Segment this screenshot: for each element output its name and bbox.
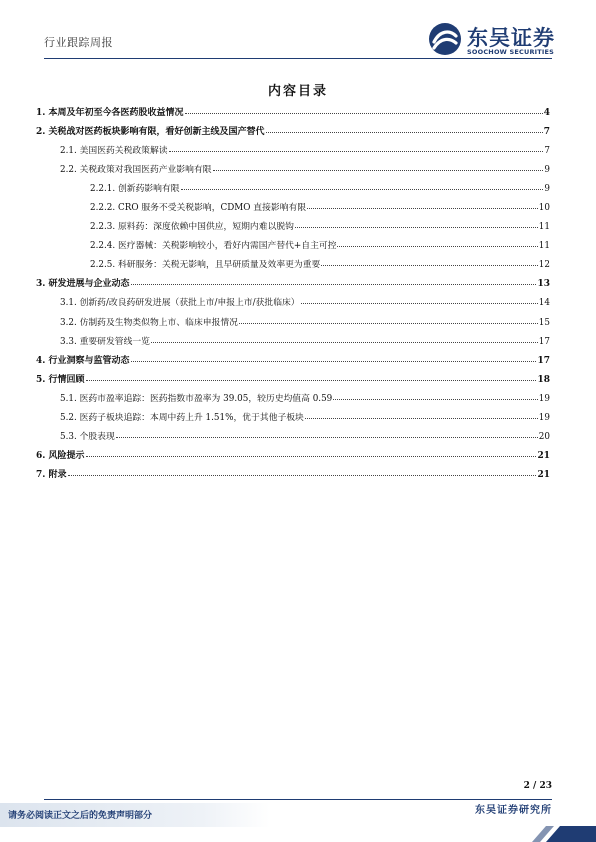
toc-entry[interactable] <box>36 217 550 236</box>
toc-entry-title: 2.1. 美国医药关税政策解读 <box>60 146 168 157</box>
toc-entry-page: 21 <box>537 469 550 480</box>
toc-entry-page: 21 <box>537 450 550 461</box>
toc-entry-page: 10 <box>538 203 550 214</box>
toc-entry-title: 3.1. 创新药/改良药研发进展（获批上市/申报上市/获批临床） <box>60 298 300 309</box>
toc-entry-title: 5.1. 医药市盈率追踪：医药指数市盈率为 39.05，较历史均值高 0.59 <box>60 393 333 404</box>
toc-entry-page: 12 <box>538 260 550 271</box>
toc-leader-dots <box>307 197 538 209</box>
toc-entry[interactable] <box>36 446 550 465</box>
toc-leader-dots <box>86 369 537 381</box>
toc-entry-page: 9 <box>544 184 550 195</box>
toc-entry-title: 2.2.2. CRO 服务不受关税影响，CDMO 直接影响有限 <box>90 203 307 214</box>
toc-entry[interactable] <box>36 332 550 351</box>
toc-entry-page: 7 <box>544 146 550 157</box>
toc-entry-page: 19 <box>538 412 550 423</box>
logo-mark-icon <box>428 22 462 56</box>
disclaimer-band <box>0 803 270 827</box>
toc-entry-title: 2.2.4. 医疗器械：关税影响较小，看好内需国产替代+自主可控 <box>90 241 337 252</box>
toc-leader-dots <box>185 102 543 114</box>
toc-entry-page: 11 <box>538 241 550 252</box>
toc-entry-page: 18 <box>537 374 550 385</box>
toc-entry-title: 6. 风险提示 <box>36 450 85 461</box>
toc-entry[interactable] <box>36 236 550 255</box>
toc-entry-page: 15 <box>538 317 550 328</box>
toc-entry-title: 5.2. 医药子板块追踪：本周中药上升 1.51%，优于其他子板块 <box>60 412 304 423</box>
toc-entry-title: 3.2. 仿制药及生物类似物上市、临床申报情况 <box>60 317 238 328</box>
report-category: 行业跟踪周报 <box>44 36 113 49</box>
toc-entry[interactable] <box>36 389 550 408</box>
toc-entry-title: 2.2.3. 原料药：深度依赖中国供应，短期内难以脱钩 <box>90 222 294 233</box>
toc-entry-title: 3.3. 重要研发管线一览 <box>60 336 150 347</box>
toc-entry[interactable] <box>36 293 550 312</box>
toc-entry-title: 5. 行情回顾 <box>36 374 85 385</box>
toc-leader-dots <box>213 159 544 171</box>
toc-leader-dots <box>301 292 538 304</box>
toc-entry-page: 11 <box>538 222 550 233</box>
toc-entry-title: 3. 研发进展与企业动态 <box>36 279 130 290</box>
toc-entry[interactable] <box>36 179 550 198</box>
toc-leader-dots <box>305 407 538 419</box>
toc-leader-dots <box>131 273 537 285</box>
toc-entry-title: 2.2. 关税政策对我国医药产业影响有限 <box>60 165 212 176</box>
toc-entry[interactable] <box>36 122 550 141</box>
toc-leader-dots <box>116 426 538 438</box>
corner-stripes-decoration <box>526 826 596 842</box>
toc-entry[interactable] <box>36 465 550 484</box>
page-number: 2 / 23 <box>523 781 552 791</box>
toc-entry-title: 4. 行业洞察与监管动态 <box>36 355 130 366</box>
toc-leader-dots <box>169 140 544 152</box>
toc-entry[interactable] <box>36 370 550 389</box>
toc-leader-dots <box>68 464 537 476</box>
toc-entry-page: 7 <box>543 127 550 138</box>
toc-entry[interactable] <box>36 103 550 122</box>
toc-entry-title: 5.3. 个股表现 <box>60 431 115 442</box>
toc-leader-dots <box>239 312 538 324</box>
toc-entry-page: 14 <box>538 298 550 309</box>
toc-leader-dots <box>295 216 538 228</box>
toc-entry[interactable] <box>36 141 550 160</box>
toc-entry[interactable] <box>36 427 550 446</box>
toc-leader-dots <box>86 445 537 457</box>
toc-entry[interactable] <box>36 313 550 332</box>
toc-entry[interactable] <box>36 408 550 427</box>
toc-entry-page: 4 <box>543 108 550 118</box>
toc-entry[interactable] <box>36 351 550 370</box>
table-of-contents <box>36 103 550 484</box>
toc-leader-dots <box>181 178 544 190</box>
header-divider <box>44 58 552 59</box>
toc-entry[interactable] <box>36 160 550 179</box>
toc-entry-title: 1. 本周及年初至今各医药股收益情况 <box>36 108 184 118</box>
toc-leader-dots <box>131 350 537 362</box>
toc-entry-page: 9 <box>544 165 550 176</box>
toc-leader-dots <box>321 254 537 266</box>
footer-brand: 东吴证券研究所 <box>475 805 552 816</box>
disclaimer-notice: 请务必阅读正文之后的免责声明部分 <box>8 811 153 821</box>
logo-name-cn: 东吴证券 <box>467 26 555 50</box>
toc-entry-page: 17 <box>537 355 550 366</box>
toc-entry-title: 2.2.1. 创新药影响有限 <box>90 184 180 195</box>
toc-leader-dots <box>266 121 543 133</box>
toc-leader-dots <box>151 331 538 343</box>
logo-name-en: SOOCHOW SECURITIES <box>467 48 555 56</box>
toc-entry-page: 20 <box>538 431 550 442</box>
toc-entry[interactable] <box>36 198 550 217</box>
toc-leader-dots <box>333 388 538 400</box>
toc-entry-title: 7. 附录 <box>36 469 67 480</box>
toc-entry-page: 17 <box>538 336 550 347</box>
toc-entry[interactable] <box>36 274 550 293</box>
toc-entry[interactable] <box>36 255 550 274</box>
company-logo <box>428 22 568 58</box>
footer-divider <box>44 799 552 800</box>
toc-entry-page: 19 <box>538 393 550 404</box>
toc-title: 内容目录 <box>267 84 328 99</box>
toc-entry-title: 2. 关税战对医药板块影响有限，看好创新主线及国产替代 <box>36 127 265 138</box>
toc-entry-page: 13 <box>537 279 550 290</box>
toc-leader-dots <box>337 235 537 247</box>
toc-entry-title: 2.2.5. 科研服务：关税无影响，且早研质量及效率更为重要 <box>90 260 321 271</box>
